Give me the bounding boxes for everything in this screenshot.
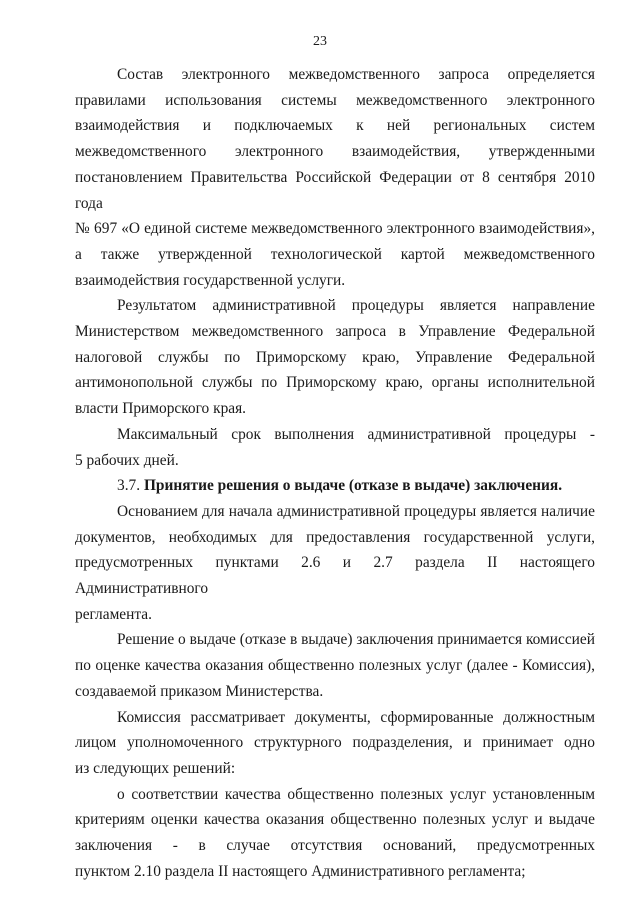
text-line: заключения - в случае отсутствия оснований, предусмотренных <box>75 837 595 855</box>
page-number: 23 <box>313 34 327 49</box>
text-line: постановлением Правительства Российской Федерации от 8 сентября 2010 года <box>75 168 595 212</box>
text-line: из следующих решений: <box>75 759 236 777</box>
text-line: документов, необходимых для предоставления государственной услуги, <box>75 528 595 546</box>
text-line: о соответствии качества общественно полезных услуг установленным <box>117 785 595 803</box>
text-line: взаимодействия и подключаемых к ней региональных систем <box>75 117 595 135</box>
paragraph-commission <box>75 705 595 782</box>
text-line: налоговой службы по Приморскому краю, Управление Федеральной <box>75 348 595 366</box>
text-line: по оценке качества оказания общественно полезных услуг (далее - Комиссия), <box>75 657 595 675</box>
document-body <box>75 62 595 885</box>
text-line: № 697 «О единой системе межведомственного электронного взаимодействия», <box>75 220 595 238</box>
text-line: критериям оценки качества оказания общественно полезных услуг и выдаче <box>75 811 595 829</box>
text-line: правилами использования системы межведомственного электронного <box>75 91 595 109</box>
text-line: пунктом 2.10 раздела II настоящего Административного регламента; <box>75 862 526 880</box>
text-line: антимонопольной службы по Приморскому краю, органы исполнительной <box>75 374 595 392</box>
text-line: Состав электронного межведомственного запроса определяется <box>117 66 595 83</box>
paragraph-procedure-result <box>75 293 595 422</box>
text-line: регламента. <box>75 605 152 623</box>
paragraph-decision <box>75 627 595 704</box>
section-title: Принятие решения о выдаче (отказе в выдаче) заключения. <box>143 477 563 495</box>
text-line: Решение о выдаче (отказе в выдаче) заключения принимается комиссией <box>117 631 595 649</box>
text-line: взаимодействия государственной услуги. <box>75 271 346 289</box>
section-heading <box>75 473 595 499</box>
text-line: 5 рабочих дней. <box>75 451 179 469</box>
text-line: а также утвержденной технологической картой межведомственного <box>75 245 595 263</box>
text-line: межведомственного электронного взаимодействия, утвержденными <box>75 143 595 161</box>
text-line: Комиссия рассматривает документы, сформированные должностным <box>117 708 595 726</box>
text-line: лицом уполномоченного структурного подразделения, и принимает одно <box>75 734 595 752</box>
paragraph-max-term <box>75 422 595 473</box>
text-line: Результатом административной процедуры является направление <box>117 297 595 315</box>
paragraph-compliance <box>75 782 595 885</box>
text-line: Максимальный срок выполнения административной процедуры - <box>117 425 595 443</box>
text-line: создаваемой приказом Министерства. <box>75 682 324 700</box>
text-line: Министерством межведомственного запроса в Управление Федеральной <box>75 323 595 341</box>
paragraph-grounds <box>75 499 595 628</box>
section-number: 3.7. <box>117 477 141 495</box>
text-line: власти Приморского края. <box>75 400 247 418</box>
paragraph-request-composition <box>75 62 595 293</box>
text-line: Основанием для начала административной процедуры является наличие <box>117 502 595 520</box>
text-line: предусмотренных пунктами 2.6 и 2.7 раздела II настоящего Административного <box>75 554 595 598</box>
section-heading-line <box>75 473 595 499</box>
